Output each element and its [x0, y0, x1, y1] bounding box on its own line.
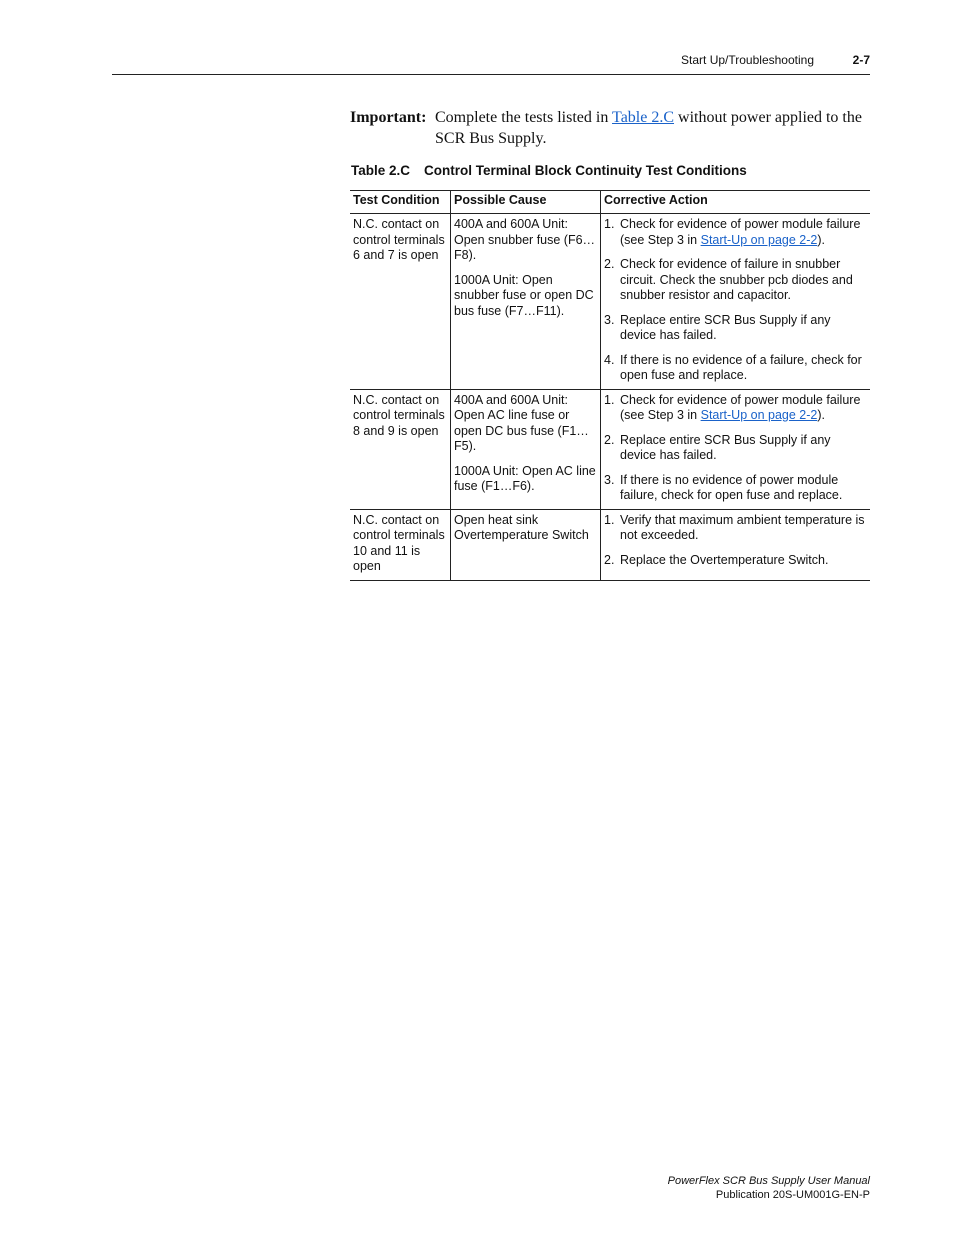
- page-footer: [668, 1174, 870, 1202]
- action-item: [604, 553, 867, 569]
- start-up-page-link[interactable]: Start-Up on page 2-2: [700, 408, 818, 422]
- header-section-title: Start Up/Troubleshooting: [681, 53, 814, 67]
- action-item: [604, 353, 867, 384]
- action-text: Verify that maximum ambient temperature is not exceeded.: [620, 512, 865, 542]
- action-text: Check for evidence of power module failure (see Step 3 in: [620, 217, 861, 247]
- cause-text: 1000A Unit: Open snubber fuse or open DC bus fuse (F7…F11).: [454, 272, 594, 318]
- action-text: Replace entire SCR Bus Supply if any device has failed.: [620, 432, 831, 462]
- table-caption-title: Control Terminal Block Continuity Test Conditions: [424, 163, 747, 178]
- action-text: If there is no evidence of power module failure, check for open fuse and replace.: [620, 472, 843, 502]
- header-corrective-action: Corrective Action: [601, 191, 871, 214]
- possible-cause-cell: [451, 389, 601, 509]
- important-text-before: Complete the tests listed in: [435, 109, 613, 126]
- test-condition-cell: N.C. contact on control terminals 8 and 9 is open: [350, 389, 451, 509]
- corrective-action-cell: [601, 509, 871, 580]
- action-list: [604, 513, 867, 569]
- action-number: 3.: [604, 312, 615, 327]
- footer-publication: Publication 20S-UM001G-EN-P: [715, 1189, 870, 1201]
- table-caption: [351, 163, 747, 178]
- action-item: [604, 433, 867, 464]
- action-number: 2.: [604, 552, 615, 567]
- action-item: [604, 313, 867, 344]
- action-number: 3.: [604, 472, 615, 487]
- action-item: [604, 393, 867, 424]
- action-text: Check for evidence of failure in snubber circuit. Check the snubber pcb diodes and snubber resistor and capacitor.: [620, 257, 853, 302]
- cause-text: Open heat sink Overtemperature Switch: [454, 512, 589, 542]
- important-text: [435, 107, 875, 149]
- action-number: 2.: [604, 257, 615, 271]
- action-list: [604, 217, 867, 384]
- test-condition-cell: N.C. contact on control terminals 6 and 7 is open: [350, 214, 451, 390]
- header-test-condition: Test Condition: [350, 191, 451, 214]
- footer-manual-title: PowerFlex SCR Bus Supply User Manual: [667, 1175, 870, 1187]
- possible-cause-cell: [451, 509, 601, 580]
- table-header-row: [350, 191, 870, 214]
- corrective-action-cell: [601, 214, 871, 390]
- test-condition-cell: N.C. contact on control terminals 10 and 11 is open: [350, 509, 451, 580]
- action-text: Replace the Overtemperature Switch.: [620, 552, 829, 567]
- page-header: [112, 52, 870, 75]
- action-list: [604, 393, 867, 504]
- action-number: 1.: [604, 512, 615, 527]
- start-up-page-link[interactable]: Start-Up on page 2-2: [700, 232, 818, 247]
- action-number: 4.: [604, 352, 615, 367]
- cause-text: 1000A Unit: Open AC line fuse (F1…F6).: [454, 463, 596, 493]
- action-item: [604, 473, 867, 504]
- table-2c-link[interactable]: Table 2.C: [612, 109, 675, 126]
- action-number: 1.: [604, 217, 615, 231]
- action-item: [604, 513, 867, 544]
- action-item: [604, 217, 867, 248]
- action-text: Replace entire SCR Bus Supply if any device has failed.: [620, 312, 831, 342]
- table-row: [350, 509, 870, 580]
- cause-text: 400A and 600A Unit: Open snubber fuse (F6…F8).: [454, 217, 596, 262]
- table-row: [350, 389, 870, 509]
- cause-text: 400A and 600A Unit: Open AC line fuse or open DC bus fuse (F1…F5).: [454, 392, 589, 453]
- page-number: 2-7: [852, 53, 870, 67]
- table-caption-number: Table 2.C: [351, 163, 411, 178]
- corrective-action-cell: [601, 389, 871, 509]
- action-item: [604, 257, 867, 304]
- important-text-after: without power applied to the SCR Bus Supply.: [435, 109, 862, 147]
- action-text: If there is no evidence of a failure, check for open fuse and replace.: [620, 352, 862, 382]
- table-row: [350, 214, 870, 390]
- continuity-test-table: [350, 190, 870, 581]
- action-number: 1.: [604, 392, 615, 407]
- action-text-after: ).: [817, 232, 825, 247]
- important-label: Important:: [350, 109, 427, 126]
- action-text: Check for evidence of power module failure (see Step 3 in: [620, 392, 861, 422]
- action-text-after: ).: [817, 408, 825, 422]
- action-number: 2.: [604, 432, 615, 447]
- header-possible-cause: Possible Cause: [451, 191, 601, 214]
- possible-cause-cell: [451, 214, 601, 390]
